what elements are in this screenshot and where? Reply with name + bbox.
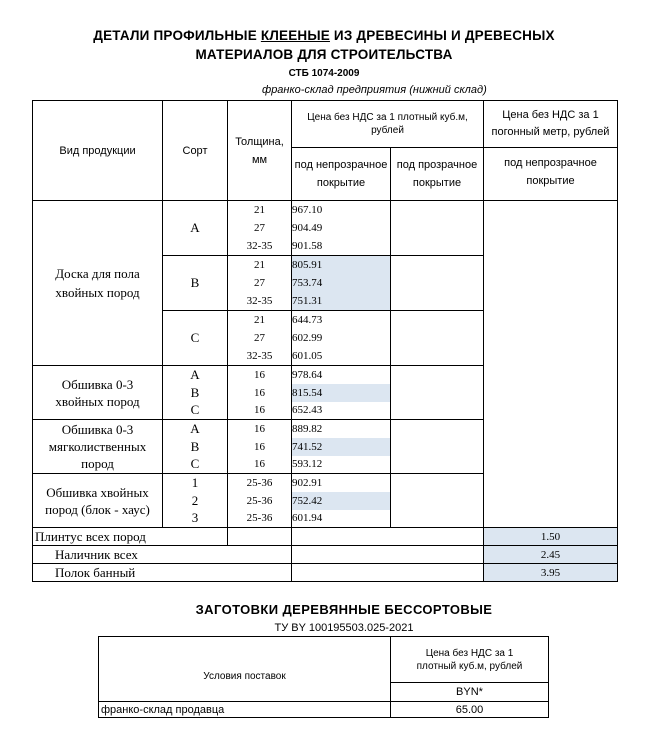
- blanks-price: 65.00: [391, 702, 549, 718]
- linear-item-name: Наличник всех: [33, 546, 292, 564]
- thickness-cell: 25-36: [228, 492, 292, 510]
- thickness-cell: 25-36: [228, 510, 292, 528]
- thickness-cell: 16: [228, 456, 292, 474]
- grade-cell: A: [163, 201, 228, 256]
- blanks-title: ЗАГОТОВКИ ДЕРЕВЯННЫЕ БЕССОРТОВЫЕ: [195, 602, 493, 617]
- product-cladding-hardwood: Обшивка 0-3 мягколиственных пород: [33, 420, 163, 474]
- header-blanks-price: Цена без НДС за 1 плотный куб.м, рублей: [391, 637, 549, 683]
- empty-cell: [292, 564, 484, 582]
- header-price-m: Цена без НДС за 1 погонный метр, рублей: [484, 101, 618, 148]
- price-cell: 805.91 753.74 751.31: [292, 256, 391, 311]
- empty-cell: [292, 528, 484, 546]
- standard-code: СТБ 1074-2009: [288, 68, 360, 79]
- empty-cell: [391, 201, 484, 256]
- grade-cell: A: [163, 366, 228, 384]
- thickness-cell: 25-36: [228, 474, 292, 492]
- blanks-standard: ТУ BY 100195503.025-2021: [274, 622, 414, 634]
- grade-cell: C: [163, 456, 228, 474]
- header-grade: Сорт: [163, 101, 228, 201]
- price-cell: 652.43: [292, 402, 391, 420]
- empty-cell: [391, 474, 484, 528]
- price-table: [32, 100, 618, 582]
- price-cell: 644.73 602.99 601.05: [292, 311, 391, 366]
- header-conditions: Условия поставок: [99, 637, 391, 702]
- grade-cell: B: [163, 438, 228, 456]
- grade-cell: A: [163, 420, 228, 438]
- delivery-terms: франко-склад предприятия (нижний склад): [262, 84, 487, 96]
- thickness-cell: 16: [228, 438, 292, 456]
- linear-item-name: Плинтус всех пород: [33, 528, 228, 546]
- grade-cell: 3: [163, 510, 228, 528]
- subheader-opaque-m: под непрозрачное покрытие: [484, 148, 618, 201]
- currency-cell: BYN*: [391, 683, 549, 702]
- title-line-2: МАТЕРИАЛОВ ДЛЯ СТРОИТЕЛЬСТВА: [195, 47, 453, 62]
- price-cell: 741.52: [292, 438, 391, 456]
- price-cell: 601.94: [292, 510, 391, 528]
- title-text-b: ИЗ ДРЕВЕСИНЫ И ДРЕВЕСНЫХ: [329, 28, 555, 43]
- grade-cell: C: [163, 311, 228, 366]
- thickness-cell: 16: [228, 420, 292, 438]
- grade-cell: C: [163, 402, 228, 420]
- linear-item-name: Полок банный: [33, 564, 292, 582]
- header-price-m3: Цена без НДС за 1 плотный куб.м, рублей: [292, 101, 484, 148]
- header-product: Вид продукции: [33, 101, 163, 201]
- price-cell: 967.10 904.49 901.58: [292, 201, 391, 256]
- grade-cell: B: [163, 384, 228, 402]
- empty-cell: [391, 366, 484, 420]
- price-cell: 752.42: [292, 492, 391, 510]
- empty-cell: [391, 256, 484, 311]
- thickness-cell: 21 27 32-35: [228, 256, 292, 311]
- product-block-house: Обшивка хвойных пород (блок - хаус): [33, 474, 163, 528]
- blanks-table: [98, 636, 549, 718]
- title-text-a: ДЕТАЛИ ПРОФИЛЬНЫЕ: [93, 28, 261, 43]
- thickness-cell: 16: [228, 402, 292, 420]
- thickness-cell: 21 27 32-35: [228, 311, 292, 366]
- title-text-underlined: КЛЕЕНЫЕ: [260, 28, 330, 43]
- product-floor-board: Доска для пола хвойных пород: [33, 201, 163, 366]
- linear-item-price: 2.45: [484, 546, 618, 564]
- product-cladding-conifer: Обшивка 0-3 хвойных пород: [33, 366, 163, 420]
- price-cell: 978.64: [292, 366, 391, 384]
- title-line-1: [0, 28, 648, 43]
- price-cell: 889.82: [292, 420, 391, 438]
- empty-cell: [391, 311, 484, 366]
- empty-cell: [292, 546, 484, 564]
- linear-item-price: 1.50: [484, 528, 618, 546]
- subheader-opaque: под непрозрачное покрытие: [292, 148, 391, 201]
- thickness-cell: 16: [228, 366, 292, 384]
- empty-cell: [391, 420, 484, 474]
- price-cell: 902.91: [292, 474, 391, 492]
- thickness-cell: 21 27 32-35: [228, 201, 292, 256]
- grade-cell: 1: [163, 474, 228, 492]
- subheader-transparent: под прозрачное покрытие: [391, 148, 484, 201]
- empty-cell: [228, 528, 292, 546]
- price-cell: 815.54: [292, 384, 391, 402]
- empty-linear-cell: [484, 201, 618, 528]
- thickness-cell: 16: [228, 384, 292, 402]
- header-thickness: Толщина, мм: [228, 101, 292, 201]
- grade-cell: 2: [163, 492, 228, 510]
- linear-item-price: 3.95: [484, 564, 618, 582]
- price-cell: 593.12: [292, 456, 391, 474]
- blanks-condition: франко-склад продавца: [99, 702, 391, 718]
- grade-cell: B: [163, 256, 228, 311]
